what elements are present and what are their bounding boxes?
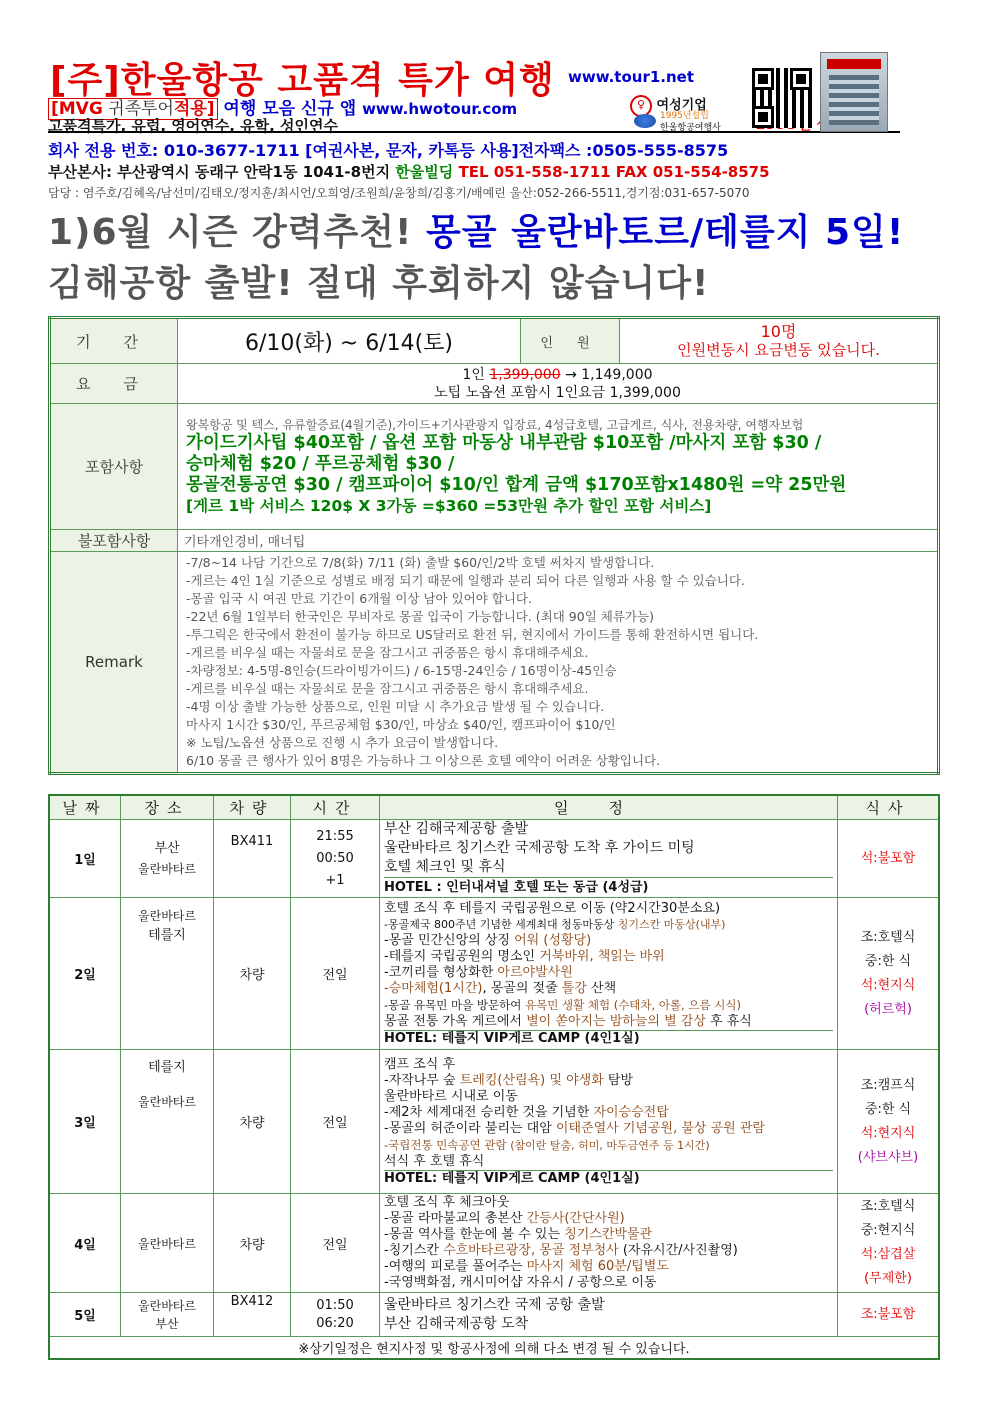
day1-place2: 울란바타르 [138,861,196,876]
main-title-line2: 김해공항 출발! 절대 후회하지 않습니다! [48,263,710,304]
remark-item: -몽골 입국 시 여권 만료 기간이 6개월 이상 남아 있어야 합니다. [186,591,532,606]
itinerary-line [384,933,833,949]
itin-highlight: -승마체험(1시간) [384,980,483,996]
period-label: 기 간 [50,318,178,364]
exclusions-label: 불포함사항 [50,530,178,552]
day1-time [291,820,380,898]
exclusions-value: 기타개인경비, 매너팁 [178,530,939,552]
itinerary-line [384,1259,833,1275]
incl-line1: 가이드기사팁 $40포함 / 옵션 포함 마동상 내부관람 $10포함 /마사지 포함 $30 / [186,432,822,453]
hq-address [48,161,770,182]
day2-itinerary [380,898,838,1050]
itin-highlight: 아르야발사원 [497,964,573,980]
day2-time: 전일 [291,898,380,1050]
mvg-apply: 적용] [173,99,215,119]
day3-place1: 테를지 [148,1060,186,1075]
itin-text: -몽골제국 800주년 기념한 세계최대 청동마동상 [384,917,618,931]
itin-text: 후 휴식 [705,1013,752,1029]
price-label: 요 금 [50,364,178,404]
day5-label: 5일 [49,1293,121,1337]
meal-lunch: 중:현지식 [860,1223,916,1238]
meal-dinner: 석:현지식 [860,1125,916,1141]
itin-highlight: 간등사(간단사원) [526,1211,625,1226]
itin-highlight: 어워 (성황당) [514,932,592,948]
building-photo [820,52,888,132]
mvg-rest: 귀족투어 [102,99,174,119]
day1-time2: 00:50 [316,850,354,866]
day5-vehicle: BX412 [214,1293,291,1337]
day3-label: 3일 [49,1050,121,1194]
remark-item: 6/10 몽골 큰 행사가 있어 8명은 가능하나 그 이상으론 호텔 예약이 어려운 상황입니다. [186,753,661,768]
itin-highlight: 트레킹(산림욕) 및 야생화 [459,1072,604,1088]
itin-text: (자유시간/사진촬영) [618,1243,738,1258]
itinerary-line [384,1014,833,1030]
remark-item: -22년 6월 1일부터 한국인은 무비자로 몽골 입국이 가능합니다. (최대 90일 체류가능) [186,609,654,624]
inclusions-cell [178,404,939,530]
day4-vehicle: 차량 [214,1194,291,1293]
meal-lunch: 중:한 식 [864,1101,912,1117]
itinerary-line: 석식 후 호텔 휴식 [384,1153,485,1169]
header-divider [48,131,900,133]
remark-item: 마사지 1시간 $30/인, 푸르공체험 $30/인, 마상쇼 $40/인, 캠프파이어 $10/인 [186,717,616,732]
itin-text: , 몽골의 젖줄 [482,980,562,996]
exclusions-row [50,530,939,552]
remark-item: -7/8~14 나담 기간으로 7/8(화) 7/11 (화) 출발 $60/인/2박 호텔 써차지 발생합니다. [186,555,655,570]
remark-cell [178,552,939,774]
day1-hotel: HOTEL : 인터내셔널 호텔 또는 동급 (4성급) [384,877,833,897]
itin-highlight: 톨강 [561,980,587,996]
day3-time: 전일 [291,1050,380,1194]
day5-time1: 01:50 [316,1297,354,1313]
itin-text: 산책 [586,980,617,996]
itinerary-line: 울란바타르 칭기스칸 국제 공항 출발 [384,1296,605,1313]
day1-label: 1일 [49,820,121,898]
itinerary-line [384,965,833,981]
day1-vehicle: BX411 [214,820,291,898]
mvg-label: [MVG [51,99,103,119]
day4-place: 울란바타르 [121,1194,214,1293]
itin-highlight: -국립전통 민속공연 관람 [384,1137,511,1152]
itin-text: 몽골 전통 가옥 게르에서 [384,1013,527,1029]
day3-itinerary [380,1050,838,1194]
meal-note: (허르헉) [864,1001,912,1017]
itin-highlight: 수흐바타르광장, 몽골 정부청사 [443,1243,619,1258]
itinerary-line: 캠프 조식 후 [384,1056,456,1072]
day4-label: 4일 [49,1194,121,1293]
schedule-table [48,794,940,1360]
day5-place2: 부산 [155,1316,179,1331]
itin-text: -몽골 유목민 마을 방문하여 [384,997,525,1012]
itinerary-line: 호텔 조식 후 체크아웃 [384,1195,510,1210]
itinerary-line: 호텔 조식 후 테를지 국립공원으로 이동 (약2시간30분소요) [384,900,721,916]
remark-item: -게르는 4인 1실 기준으로 성별로 배정 되기 때문에 일행과 분리 되어 다른 일행과 사용 할 수 있습니다. [186,573,745,588]
day4-time: 전일 [291,1194,380,1293]
itinerary-line: -국영백화점, 캐시미어샵 자유시 / 공항으로 이동 [384,1275,657,1290]
itin-text: -테를지 국립공원의 명소인 [384,948,540,964]
day4-meal [838,1194,940,1293]
day2-place2: 테를지 [148,928,186,943]
app-label: 여행 모음 신규 앱 [217,99,363,119]
incl-line2: 승마체험 $20 / 푸르공체험 $30 / [186,453,455,474]
price-row [50,364,939,404]
day5-meal: 조:불포함 [838,1293,940,1337]
header-meal: 식사 [838,795,940,820]
meal-dinner: 석:현지식 [860,977,916,993]
meal-dinner: 석:삼겹살 [860,1247,916,1262]
logo-name: 여성기업 [656,98,707,113]
day3-meal [838,1050,940,1194]
main-title-line1 [48,204,904,255]
remark-item: -차량정보: 4-5명-8인승(드라이빙가이드) / 6-15명-24인승 / 16명이상-45인승 [186,663,617,678]
people-count: 10명 [760,322,797,341]
day5-place1: 울란바타르 [138,1298,196,1313]
est-name: 한울항공여행사 [660,123,721,133]
est-small: 1995년설립 [660,111,709,121]
hq-fax: FAX 051-554-8575 [610,163,770,181]
remark-item: ※ 노팁/노옵션 상품으로 진행 시 추가 요금이 발생합니다. [186,735,499,750]
itinerary-line [384,917,833,933]
itin-highlight: 칭기스칸 마동상(내부) [617,917,726,931]
itin-highlight: 거북바위, 책읽는 바위 [539,948,665,964]
itin-highlight: 별이 쏟아지는 밤하늘의 별 감상 [526,1013,706,1029]
day1-time3: +1 [325,872,345,888]
day5-itinerary [380,1293,838,1337]
day2-meal [838,898,940,1050]
itin-highlight: 유목민 생활 체험 (수태차, 아롤, 으름 시식) [524,997,741,1012]
incl-line4: [게르 1박 서비스 120$ X 3가동 =$360 =53만원 추가 할인 포함 서비스] [186,496,712,515]
itinerary-line: 부산 김해국제공항 출발 [384,821,529,837]
day5-place [121,1293,214,1337]
itinerary-line [384,1137,833,1154]
itinerary-line [384,949,833,965]
women-enterprise-icon: ♀ [630,95,652,117]
meal-note: (샤브샤브) [857,1149,919,1165]
day3-row [49,1050,939,1194]
day5-time2: 06:20 [316,1315,354,1331]
title-prefix: 1)6월 시즌 강력추천! [48,212,427,253]
itin-text: -여행의 피로를 풀어주는 [384,1259,527,1274]
brand-name: 한울항공 고품격 특가 여행 [120,60,555,101]
header-itinerary: 일정 [380,795,838,820]
schedule-footer: ※상기일정은 현지사정 및 항공사정에 의해 다소 변경 될 수 있습니다. [49,1337,939,1360]
remark-item: -게르를 비우실 때는 자물쇠로 문을 잠그시고 귀중품은 항시 휴대해주세요. [186,645,589,660]
itin-text: -코끼리를 형상화한 [384,964,498,980]
meal-lunch: 중:한 식 [864,953,912,969]
itinerary-line [384,1243,833,1259]
itin-text: 탐방 [603,1072,633,1088]
meal-note: (무제한) [864,1271,912,1286]
day1-row [49,820,939,898]
itin-text: -몽골 역사를 한눈에 볼 수 있는 [384,1227,565,1242]
itin-highlight: (참이란 탈춤, 허미, 마두금연주 등 1시간) [510,1138,710,1152]
itinerary-line [384,997,833,1014]
remark-label: Remark [50,552,178,774]
day5-time [291,1293,380,1337]
itin-text: -몽골의 허준이라 불리는 대암 [384,1120,556,1136]
period-row [50,318,939,364]
itinerary-line: 부산 김해국제공항 도착 [384,1315,529,1332]
itin-highlight: 마사지 체험 60분/팁별도 [526,1259,669,1274]
brand-bracket: [주] [50,60,121,101]
people-note: 인원변동시 요금변동 있습니다. [677,341,880,359]
inclusions-label: 포함사항 [50,404,178,530]
tour-info-table [48,316,940,775]
itin-text: -자작나무 숲 [384,1072,460,1088]
incl-line3: 몽골전통공연 $30 / 캠프파이어 $10/인 합계 금액 $170포함x1480원 =약 25만원 [186,474,847,495]
price-note: 노팁 노옵션 포함시 1인요금 1,399,000 [434,384,681,401]
itinerary-line [384,1105,833,1121]
day4-itinerary [380,1194,838,1293]
itin-text: -몽골 라마불교의 총본산 [384,1211,527,1226]
header-place: 장소 [121,795,214,820]
day2-place [121,898,214,1050]
itin-text: -제2차 세계대전 승리한 것을 기념한 [384,1104,594,1120]
day2-place1: 울란바타르 [138,909,196,923]
itin-text: -칭기스칸 [384,1243,444,1258]
day3-place [121,1050,214,1194]
schedule-header-row [49,795,939,820]
itin-highlight: 자이승승전탑 [593,1104,669,1120]
hq-prefix: 부산본사: 부산광역시 동래구 안락1동 1041-8번지 [48,163,396,181]
meal-breakfast: 조:호텔식 [860,929,916,945]
people-label: 인 원 [521,318,620,364]
itinerary-line: 울란바타르 칭기스칸 국제공항 도착 후 가이드 미팅 [384,840,695,856]
itin-highlight: 이태준열사 기념공원, 불상 공원 관람 [555,1120,765,1136]
itinerary-line [384,1227,833,1243]
day3-place2: 울란바타르 [138,1095,196,1109]
phone-line: 회사 전용 번호: 010-3677-1711 [여권사본, 문자, 카톡등 사용]전자팩스 :0505-555-8575 [48,141,729,160]
globe-icon [634,114,656,128]
remark-item: -게르를 비우실 때는 자물쇠로 문을 잠그시고 귀중품은 항시 휴대해주세요. [186,681,589,696]
website-link-tour1[interactable]: www.tour1.net [568,68,695,86]
itin-highlight: 칭기스칸박물관 [564,1227,653,1242]
day5-row [49,1293,939,1337]
header-time: 시간 [291,795,380,820]
day1-place [121,820,214,898]
day3-hotel: HOTEL: 테를지 VIP게르 CAMP (4인1실) [384,1170,833,1187]
itinerary-line: 울란바타르 시내로 이동 [384,1088,518,1104]
period-value: 6/10(화) ~ 6/14(토) [178,318,521,364]
day4-row [49,1194,939,1293]
day2-row [49,898,939,1050]
people-cell [620,318,939,364]
inclusions-row [50,404,939,530]
categories: 고품격특가, 유럽, 영어연수, 유학, 성인연수 [48,117,339,135]
title-destination: 몽골 울란바토르/테를지 5일! [426,212,905,253]
hq-tel: TEL 051-558-1711 [453,163,611,181]
header-vehicle: 차량 [214,795,291,820]
hq-building: 한울빌딩 [395,163,454,181]
remark-row [50,552,939,774]
staff-list: 담당 : 염주호/김혜옥/남선미/김태오/정지훈/최시언/오희영/조원희/윤창희/김홍기/배예린 울산:052-266-5511,경기점:031-657-5070 [48,186,750,200]
itinerary-line [384,1073,833,1089]
day1-meal: 석:불포함 [838,820,940,898]
itin-text: -몽골 민간신앙의 상징 [384,932,515,948]
itinerary-line [384,1211,833,1227]
day2-hotel: HOTEL: 테를지 VIP게르 CAMP (4인1실) [384,1030,833,1047]
price-cell [178,364,939,404]
price-prefix: 1인 [462,366,490,383]
itinerary-line [384,1121,833,1137]
meal-breakfast: 조:캠프식 [860,1077,916,1093]
day1-time1: 21:55 [316,828,354,844]
website-link-hwotour[interactable]: www.hwotour.com [362,100,518,118]
day2-vehicle: 차량 [214,898,291,1050]
incl-line0: 왕복항공 및 텍스, 유류할증료(4월기준),가이드+기사관광지 입장료, 4성급호텔, 고급게르, 식사, 전용차량, 여행자보험 [186,417,804,432]
header-day: 날짜 [49,795,121,820]
day1-place1: 부산 [154,840,180,856]
itinerary-line: 호텔 체크인 및 휴식 [384,859,506,875]
meal-breakfast: 조:호텔식 [860,1199,916,1214]
day1-itinerary [380,820,838,898]
day3-vehicle: 차량 [214,1050,291,1194]
remark-item: -4명 이상 출발 가능한 상품으로, 인원 미달 시 추가요금 발생 될 수 있습니다. [186,699,605,714]
price-new: → 1,149,000 [560,366,653,383]
day2-label: 2일 [49,898,121,1050]
qr-code-icon[interactable] [752,68,812,128]
remark-item: -투그릭은 한국에서 환전이 불가능 하므로 US달러로 환전 뒤, 현지에서 가이드를 통해 환전하시면 됩니다. [186,627,759,642]
price-old: 1,399,000 [489,366,561,383]
schedule-footer-row [49,1337,939,1360]
itinerary-line [384,981,833,997]
